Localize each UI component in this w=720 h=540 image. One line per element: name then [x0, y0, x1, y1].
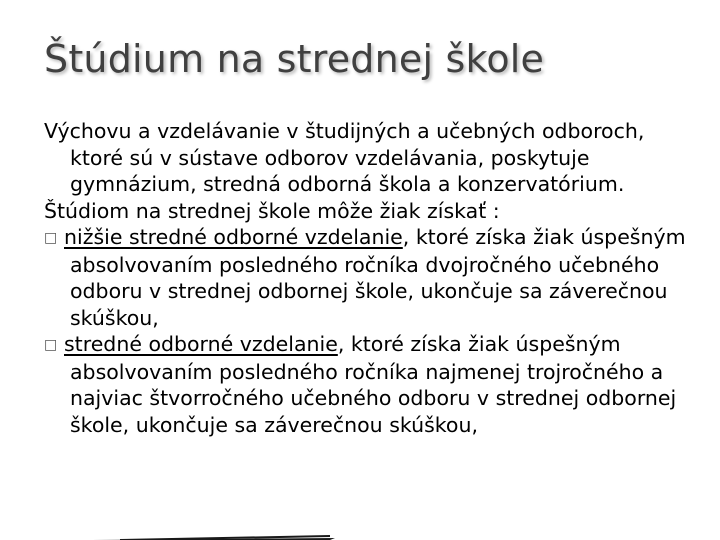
- list-item-term: nižšie stredné odborné vzdelanie: [64, 225, 403, 249]
- list-item-term: stredné odborné vzdelanie: [64, 332, 338, 356]
- slide-content: [44, 118, 694, 438]
- slide-title: Štúdium na strednej škole: [44, 37, 545, 81]
- list-item-text: , ktoré získa žiak úspešným absolvovaním posledného ročníka najmenej trojročného a najviac štvorročného učebného odboru v strednej odbornej škole, ukončuje sa záverečnou skúškou,: [70, 332, 677, 437]
- list-item: [44, 331, 694, 438]
- lead-paragraph: Štúdiom na strednej škole môže žiak získať :: [44, 198, 500, 223]
- checkbox-bullet-icon: □: [44, 337, 58, 353]
- checkbox-bullet-icon: □: [44, 230, 58, 246]
- list-item: [44, 224, 694, 331]
- list-item-text: , ktoré získa žiak úspešným absolvovaním posledného ročníka dvojročného učebného odboru v strednej odbornej škole, ukončuje sa záverečnou skúškou,: [70, 225, 686, 330]
- corner-line: [120, 536, 330, 540]
- intro-paragraph: Výchovu a vzdelávanie v študijných a učebných odboroch, ktoré sú v sústave odborov vzdelávania, poskytuje gymnázium, stredná odborná škola a konzervatórium.: [44, 119, 645, 196]
